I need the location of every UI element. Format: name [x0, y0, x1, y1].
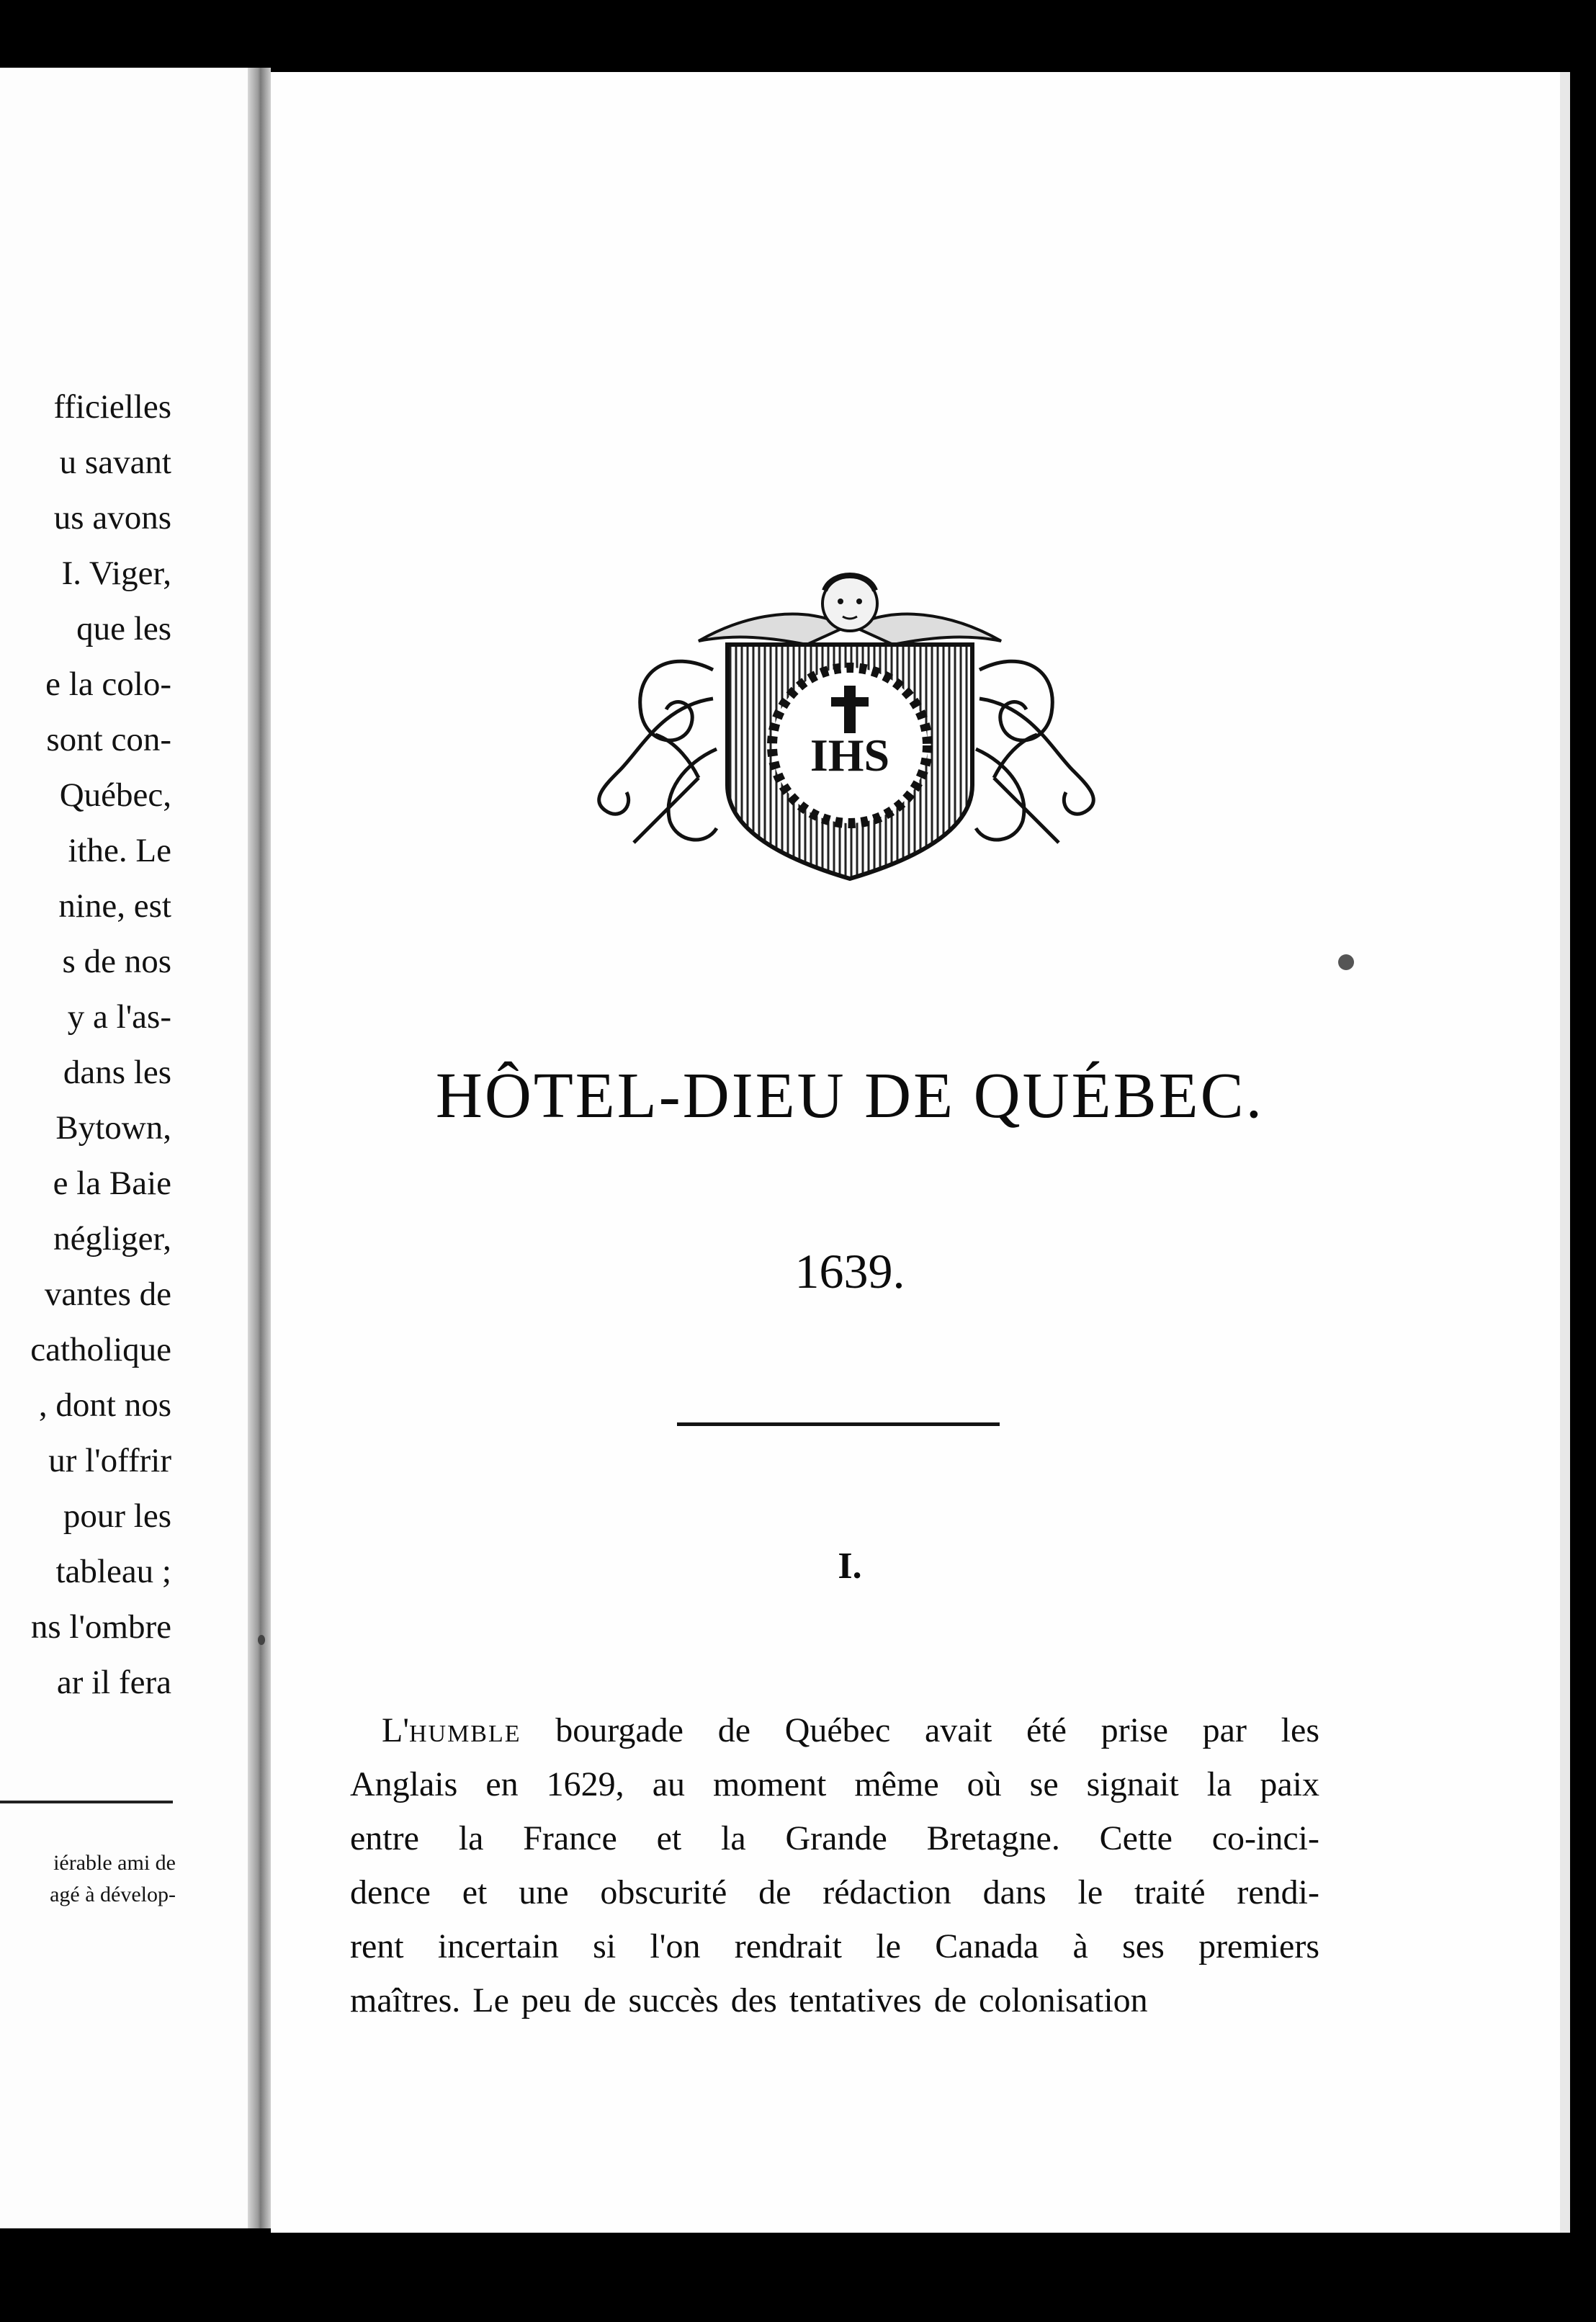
left-page-line: u savant: [59, 444, 171, 481]
body-line: maîtres. Le peu de succès des tentatives de colonisation: [350, 1981, 1148, 2020]
page-title: HÔTEL-DIEU DE QUÉBEC.: [435, 1060, 1265, 1131]
left-page-line: catholique: [30, 1331, 171, 1368]
body-line: Anglais en 1629, au moment même où se signait la paix: [350, 1765, 1319, 1803]
left-page-line: , dont nos: [38, 1386, 171, 1424]
left-page-line: ar il fera: [56, 1664, 171, 1701]
page-edge: [1560, 72, 1570, 2233]
body-line: dence et une obscurité de rédaction dans le traité rendi-: [350, 1873, 1319, 1911]
left-page-line: s de nos: [62, 943, 171, 980]
body-line: entre la France et la Grande Bretagne. Cette co-inci-: [350, 1819, 1319, 1857]
left-page-line: que les: [76, 610, 171, 647]
title-rule: [677, 1422, 1000, 1426]
ihs-crest-with-cherub-icon: [591, 562, 1109, 893]
left-page-line: nine, est: [58, 887, 171, 925]
left-page-line: Bytown,: [55, 1109, 171, 1147]
body-paragraph: [350, 1703, 1319, 2027]
left-page-line: fficielles: [53, 388, 171, 426]
gutter-mark: [258, 1635, 265, 1645]
initial-word: L': [382, 1711, 409, 1749]
left-page-line: ns l'ombre: [30, 1608, 171, 1646]
left-page-line: e la colo-: [45, 665, 171, 703]
ihs-monogram: IHS: [810, 730, 890, 781]
left-page-line: tableau ;: [55, 1553, 171, 1590]
left-page-line: dans les: [63, 1054, 171, 1091]
body-line-first: L'humble bourgade de Québec avait été prise par les: [382, 1711, 1319, 1749]
year-heading: 1639.: [794, 1244, 905, 1299]
left-page-line: sont con-: [46, 721, 171, 758]
footnote-rule: [0, 1801, 173, 1803]
left-page-line: ithe. Le: [68, 832, 171, 869]
left-page-line: y a l'as-: [67, 998, 171, 1036]
footnote-line: agé à dévelop-: [50, 1883, 176, 1906]
left-page-line: Québec,: [59, 776, 171, 814]
left-page-line: ur l'offrir: [48, 1442, 171, 1479]
footnote-line: iérable ami de: [53, 1851, 176, 1875]
left-page: [0, 68, 248, 2228]
book-gutter: [248, 68, 271, 2228]
left-page-line: négliger,: [53, 1220, 171, 1258]
left-page-line: e la Baie: [53, 1165, 171, 1202]
body-line: rent incertain si l'on rendrait le Canada à ses premiers: [350, 1927, 1319, 1965]
left-page-line: us avons: [53, 499, 171, 537]
left-page-line: I. Viger,: [61, 555, 171, 592]
left-page-line: pour les: [63, 1497, 171, 1535]
ink-spot: [1338, 954, 1354, 970]
small-caps-word: humble: [408, 1711, 521, 1749]
section-number: I.: [838, 1546, 862, 1587]
left-page-line: vantes de: [44, 1276, 171, 1313]
